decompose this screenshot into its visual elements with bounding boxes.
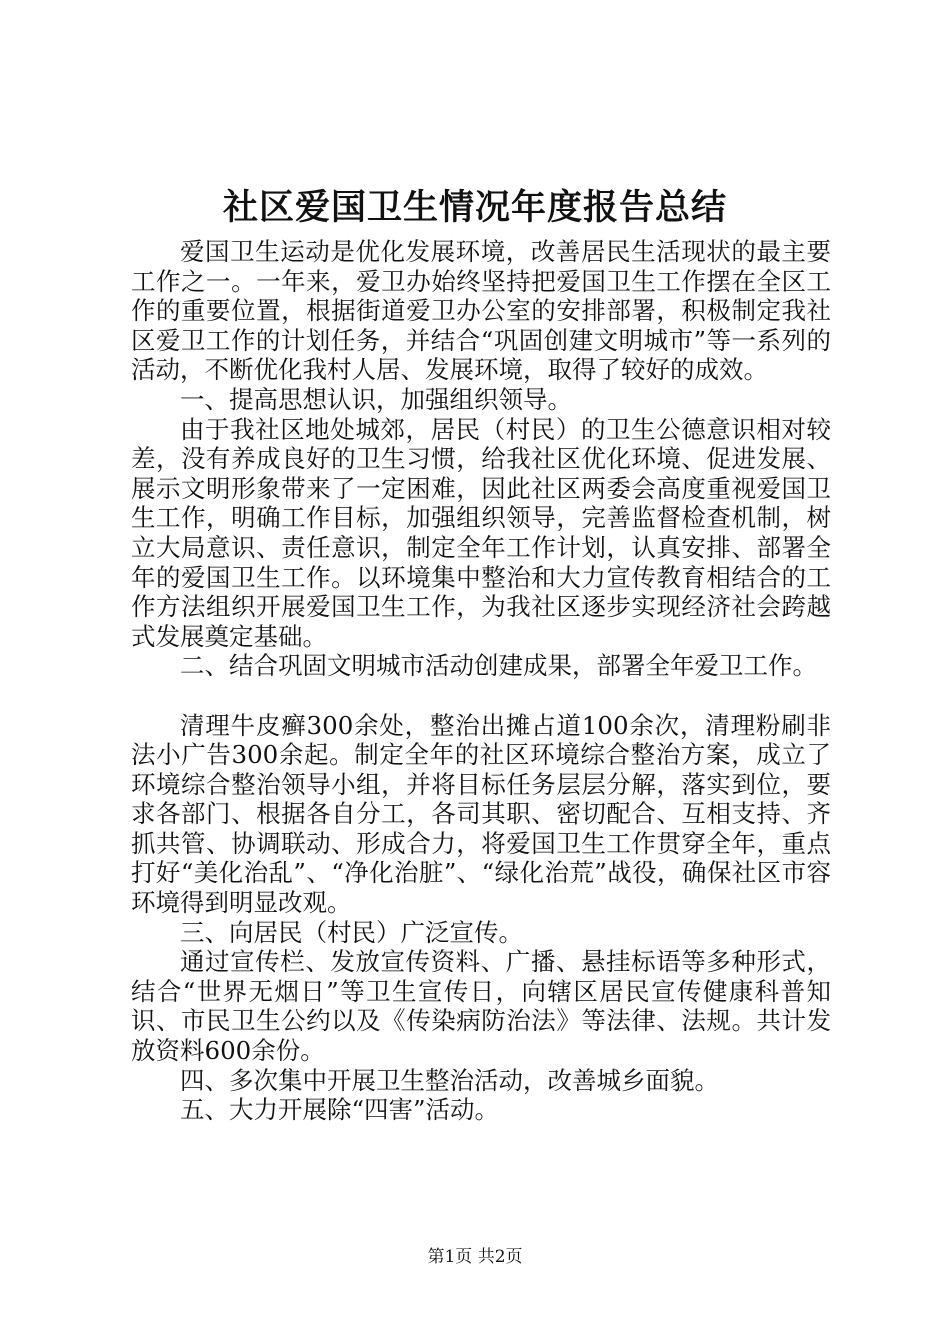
- section-heading-2: 二、结合巩固文明城市活动创建成果，部署全年爱卫工作。: [180, 651, 817, 681]
- section-heading-5: 五、大力开展除“四害”活动。: [180, 1095, 500, 1125]
- page-number-footer: 第1页 共2页: [427, 1247, 523, 1267]
- paragraph-intro: 爱国卫生运动是优化发展环境，改善居民生活现状的最主要工作之一。一年来，爱卫办始终坚持把爱国卫生工作摆在全区工作的重要位置，根据街道爱卫办公室的安排部署，积极制定我社区爱卫工作的计划任务，并结合“巩固创建文明城市”等一系列的活动，不断优化我村人居、发展环境，取得了较好的成效。: [131, 237, 831, 385]
- document-title: 社区爱国卫生情况年度报告总结: [222, 187, 727, 228]
- section-heading-1: 一、提高思想认识，加强组织领导。: [180, 384, 572, 414]
- document-body: [131, 237, 831, 1125]
- paragraph-section-2: 清理牛皮癣300余处，整治出摊占道100余次，清理粉刷非法小广告300余起。制定全年的社区环境综合整治方案，成立了环境综合整治领导小组，并将目标任务层层分解，落实到位，要求各部门、根据各自分工，各司其职、密切配合、互相支持、齐抓共管、协调联动、形成合力，将爱国卫生工作贯穿全年，重点打好“美化治乱”、“净化治脏”、“绿化治荒”战役，确保社区市容环境得到明显改观。: [131, 710, 831, 918]
- paragraph-section-3: 通过宣传栏、发放宣传资料、广播、悬挂标语等多种形式，结合“世界无烟日”等卫生宣传日，向辖区居民宣传健康科普知识、市民卫生公约以及《传染病防治法》等法律、法规。共计发放资料600余份。: [131, 947, 831, 1066]
- section-heading-3: 三、向居民（村民）广泛宣传。: [180, 917, 523, 947]
- paragraph-section-1: 由于我社区地处城郊，居民（村民）的卫生公德意识相对较差，没有养成良好的卫生习惯，给我社区优化环境、促进发展、展示文明形象带来了一定困难，因此社区两委会高度重视爱国卫生工作，明确工作目标，加强组织领导，完善监督检查机制，树立大局意识、责任意识，制定全年工作计划，认真安排、部署全年的爱国卫生工作。以环境集中整治和大力宣传教育相结合的工作方法组织开展爱国卫生工作，为我社区逐步实现经济社会跨越式发展奠定基础。: [131, 414, 831, 651]
- section-heading-4: 四、多次集中开展卫生整治活动，改善城乡面貌。: [180, 1065, 719, 1095]
